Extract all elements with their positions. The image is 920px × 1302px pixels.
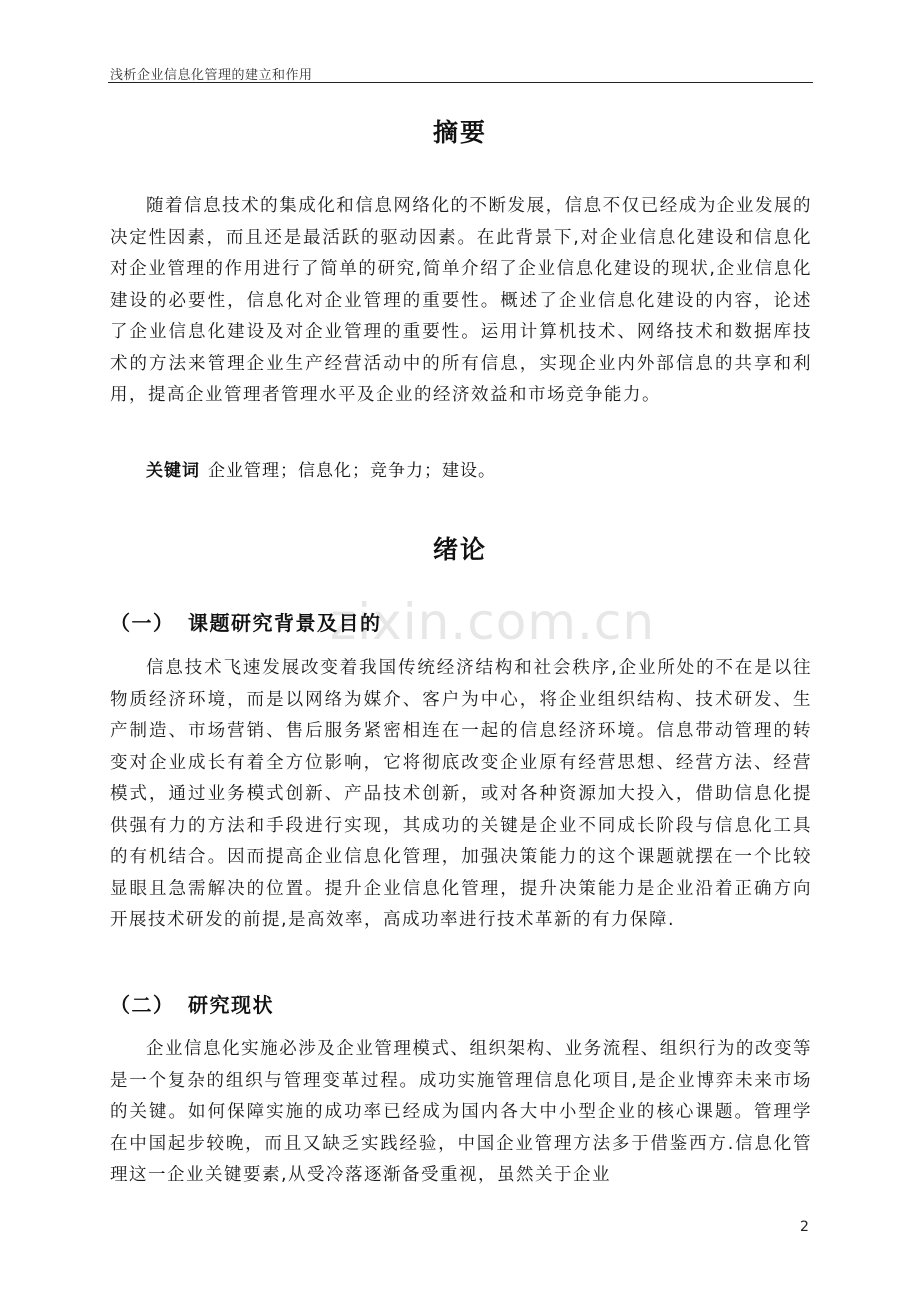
section-heading-background [110,607,382,636]
keywords-line [146,456,496,481]
keywords-text: 企业管理；信息化；竞争力；建设。 [208,461,496,481]
background-paragraph: 信息技术飞速发展改变着我国传统经济结构和社会秩序,企业所处的不在是以往物质经济环境，而是以网络为媒介、客户为中心，将企业组织结构、技术研发、生产制造、市场营销、售后服务紧密相连在一起的信息经济环境。信息带动管理的转变对企业成长有着全方位影响，它将彻底改变企业原有经营思想、经营方法、经营模式，通过业务模式创新、产品技术创新，或对各种资源加大投入，借助信息化提供强有力的方法和手段进行实现，其成功的关键是企业不同成长阶段与信息化工具的有机结合。因而提高企业信息化管理，加强决策能力的这个课题就摆在一个比较显眼且急需解决的位置。提升企业信息化管理，提升决策能力是企业沿着正确方向开展技术研发的前提,是高效率，高成功率进行技术革新的有力保障. [110,658,812,930]
section-title: 课题研究背景及目的 [188,611,382,635]
watermark: zixin.com.cn [330,593,656,651]
header-rule [108,82,813,83]
status-paragraph: 企业信息化实施必涉及企业管理模式、组织架构、业务流程、组织行为的改变等是一个复杂的组织与管理变革过程。成功实施管理信息化项目,是企业博弈未来市场的关键。如何保障实施的成功率已经成为国内各大中小型企业的核心课题。管理学在中国起步较晚，而且又缺乏实践经验，中国企业管理方法多于借鉴西方.信息化管理这一企业关键要素,从受冷落逐渐备受重视，虽然关于企业 [110,1039,812,1185]
abstract-title: 摘要 [432,118,487,147]
section-number: （二） [110,993,175,1017]
page-number: 2 [800,1219,809,1235]
section-heading-status [110,989,274,1018]
introduction-title: 绪论 [432,535,487,564]
abstract-paragraph: 随着信息技术的集成化和信息网络化的不断发展，信息不仅已经成为企业发展的决定性因素，而且还是最活跃的驱动因素。在此背景下,对企业信息化建设和信息化对企业管理的作用进行了简单的研究,简单介绍了企业信息化建设的现状,企业信息化建设的必要性，信息化对企业管理的重要性。概述了企业信息化建设的内容，论述了企业信息化建设及对企业管理的重要性。运用计算机技术、网络技术和数据库技术的方法来管理企业生产经营活动中的所有信息，实现企业内外部信息的共享和利用，提高企业管理者管理水平及企业的经济效益和市场竞争能力。 [110,196,812,405]
running-header: 浅析企业信息化管理的建立和作用 [110,68,313,83]
section-number: （一） [110,611,175,635]
keywords-label: 关键词 [146,461,200,481]
section-title: 研究现状 [188,993,274,1017]
